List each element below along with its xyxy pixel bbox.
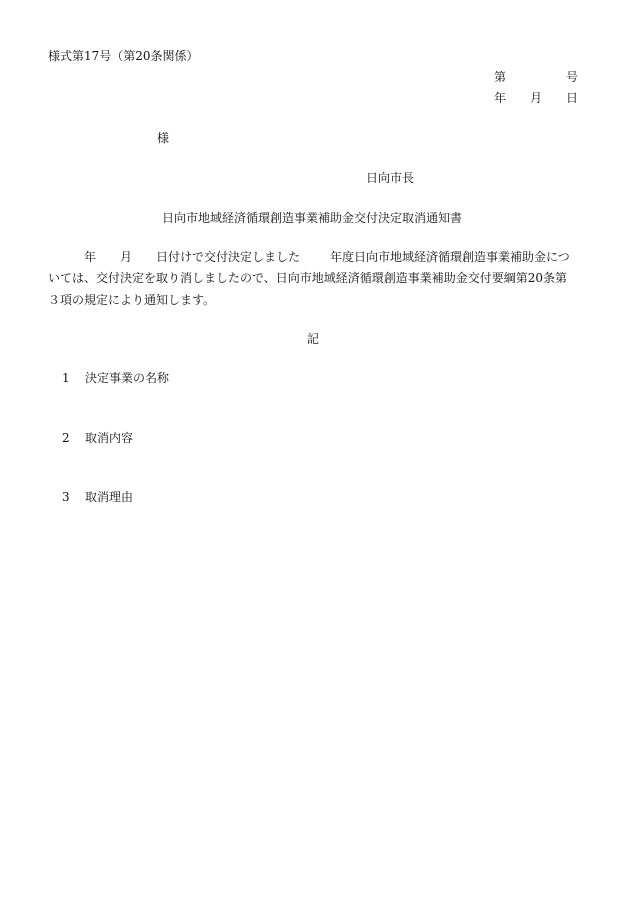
recipient-honorific: 様 xyxy=(157,131,170,145)
body-line-3: ３項の規定により通知します。 xyxy=(48,293,216,307)
document-number-suffix: 号 xyxy=(566,70,579,84)
body-line-2: いては、交付決定を取り消しましたので、日向市地域経済循環創造事業補助金交付要綱第20条第 xyxy=(48,271,568,285)
document-title: 日向市地域経済循環創造事業補助金交付決定取消通知書 xyxy=(162,211,463,225)
item-number: 3 xyxy=(62,490,70,504)
ki-heading: 記 xyxy=(307,332,320,346)
date-month: 月 xyxy=(530,91,543,105)
list-item xyxy=(62,491,133,503)
issuer-name: 日向市長 xyxy=(366,171,415,185)
date-day: 日 xyxy=(566,91,579,105)
body-decision-date-text: 日付けで交付決定しました xyxy=(156,250,301,264)
item-label: 取消内容 xyxy=(85,431,134,445)
item-number: 2 xyxy=(62,431,70,445)
item-label: 決定事業の名称 xyxy=(85,371,170,385)
form-identifier: 様式第17号（第20条関係） xyxy=(48,49,199,63)
document-number-prefix: 第 xyxy=(494,70,507,84)
list-item xyxy=(62,372,169,384)
item-number: 1 xyxy=(62,371,70,385)
body-year-blank: 年 xyxy=(84,250,97,264)
list-item xyxy=(62,432,133,444)
item-label: 取消理由 xyxy=(85,490,134,504)
body-month-blank: 月 xyxy=(120,250,133,264)
date-year: 年 xyxy=(494,91,507,105)
body-fiscal-year-text: 年度日向市地域経済循環創造事業補助金につ xyxy=(330,250,570,264)
